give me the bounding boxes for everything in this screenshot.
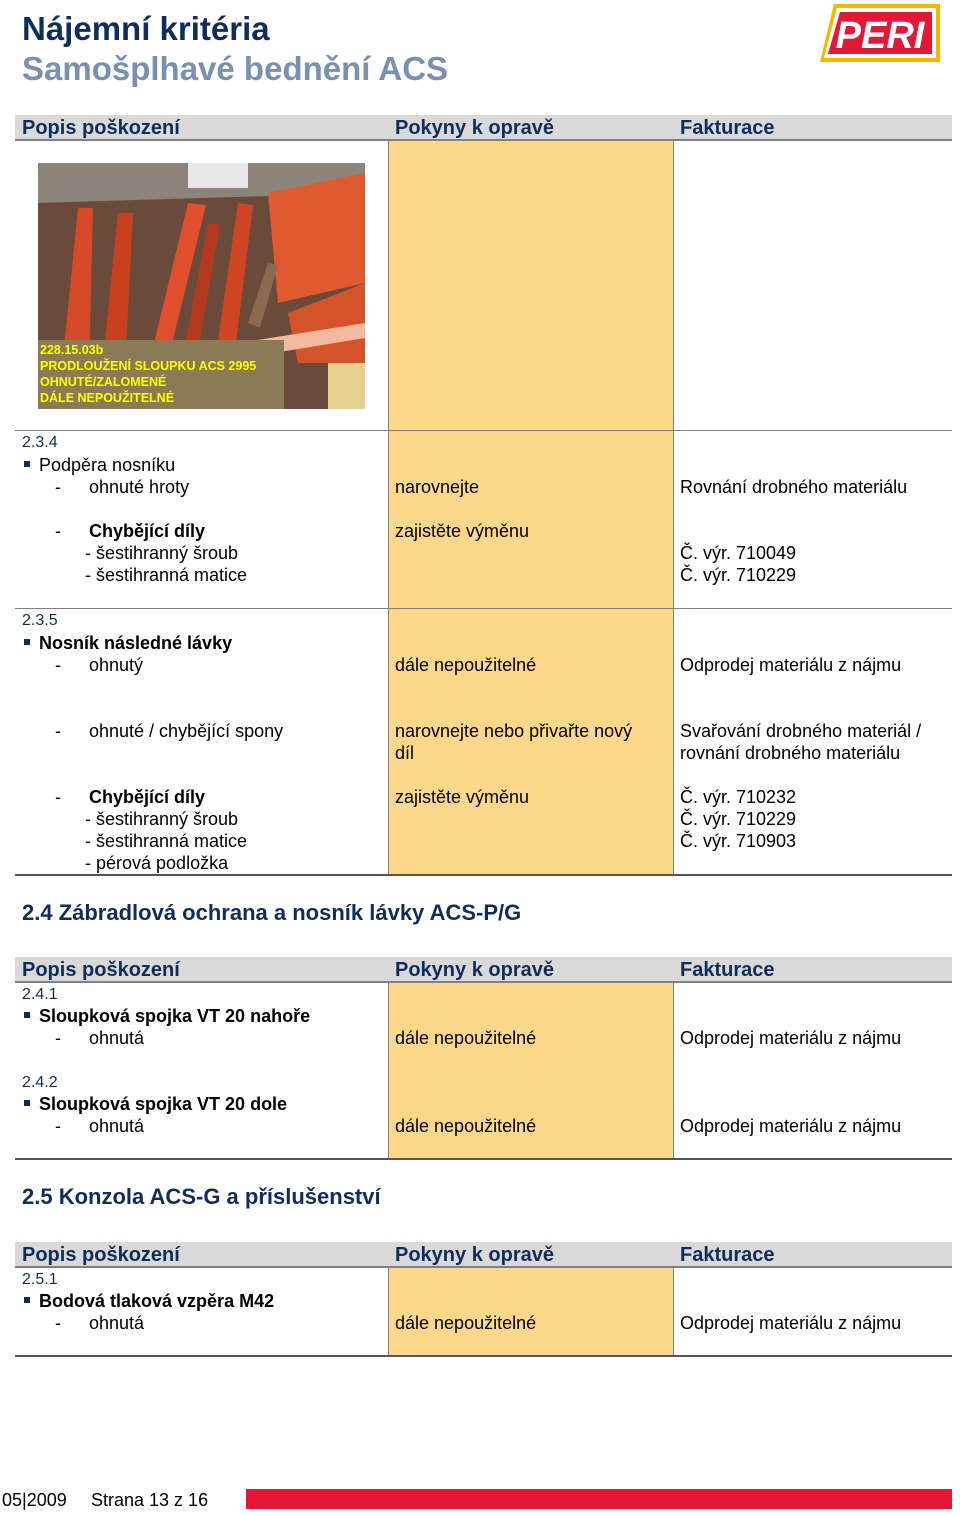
billing-note: Odprodej materiálu z nájmu — [680, 1116, 902, 1136]
column-divider — [673, 1268, 674, 1356]
billing-note: Odprodej materiálu z nájmu — [680, 1028, 902, 1048]
page-subtitle: Samošplhavé bednění ACS — [22, 50, 449, 87]
peri-logo — [816, 2, 944, 70]
item-name: Nosník následné lávky — [39, 633, 233, 653]
page-title: Nájemní kritéria — [22, 10, 270, 47]
dash: - — [55, 1028, 61, 1048]
billing-note: Odprodej materiálu z nájmu — [680, 1313, 902, 1333]
table-header — [15, 957, 952, 983]
footer-page-number: Strana 13 z 16 — [91, 1490, 209, 1510]
repair-instruction: díl — [395, 743, 415, 763]
repair-instruction: narovnejte — [395, 477, 480, 497]
sub-part: - šestihranný šroub — [85, 809, 239, 829]
col-header-damage: Popis poškození — [22, 1244, 180, 1266]
part-number: Č. výr. 710232 — [680, 787, 797, 807]
column-divider — [673, 141, 674, 875]
dash: - — [55, 787, 61, 807]
item-number: 2.5.1 — [22, 1271, 58, 1288]
repair-instruction: dále nepoužitelné — [395, 1313, 537, 1333]
section-title: 2.5 Konzola ACS-G a příslušenství — [22, 1184, 381, 1209]
table-bottom-border — [15, 1158, 952, 1160]
damage-desc: Chybějící díly — [89, 521, 206, 541]
table-bottom-border — [15, 1355, 952, 1357]
repair-instruction: narovnejte nebo přivařte nový — [395, 721, 633, 741]
footer-accent-bar — [246, 1489, 952, 1509]
damage-desc: ohnutá — [89, 1313, 145, 1333]
damage-desc: Chybějící díly — [89, 787, 206, 807]
damage-desc: ohnutá — [89, 1116, 145, 1136]
billing-note: Odprodej materiálu z nájmu — [680, 655, 902, 675]
bullet-icon — [24, 1012, 30, 1018]
part-number: Č. výr. 710229 — [680, 565, 797, 585]
table-header — [15, 1242, 952, 1268]
col-header-billing: Fakturace — [680, 1244, 775, 1266]
column-divider — [673, 983, 674, 1159]
damage-desc: ohnutá — [89, 1028, 145, 1048]
sub-part: - šestihranná matice — [85, 831, 248, 851]
instructions-column-bg — [389, 141, 673, 875]
part-number: Č. výr. 710903 — [680, 831, 797, 851]
item-number: 2.4.1 — [22, 986, 58, 1003]
sub-part: - pérová podložka — [85, 853, 229, 873]
item-name: Podpěra nosníku — [39, 455, 176, 475]
dash: - — [55, 1313, 61, 1333]
col-header-damage: Popis poškození — [22, 117, 180, 139]
col-header-repair: Pokyny k opravě — [395, 117, 554, 139]
row-divider — [15, 608, 952, 609]
bullet-icon — [24, 461, 30, 467]
item-number: 2.3.4 — [22, 434, 58, 451]
billing-note: Rovnání drobného materiálu — [680, 477, 908, 497]
billing-note: Svařování drobného materiál / — [680, 721, 922, 741]
damage-desc: ohnutý — [89, 655, 144, 675]
sub-part: - šestihranný šroub — [85, 543, 239, 563]
section-title: 2.4 Zábradlová ochrana a nosník lávky ACS-P/G — [22, 900, 522, 925]
row-divider — [15, 430, 952, 431]
item-number: 2.3.5 — [22, 612, 58, 629]
dash: - — [55, 521, 61, 541]
damage-desc: ohnuté hroty — [89, 477, 190, 497]
repair-instruction: dále nepoužitelné — [395, 1028, 537, 1048]
column-divider — [388, 141, 389, 875]
bullet-icon — [24, 1297, 30, 1303]
col-header-damage: Popis poškození — [22, 959, 180, 981]
dash: - — [55, 655, 61, 675]
svg-text:PERI: PERI — [835, 15, 925, 57]
part-number: Č. výr. 710229 — [680, 809, 797, 829]
repair-instruction: zajistěte výměnu — [395, 787, 530, 807]
bullet-icon — [24, 639, 30, 645]
photo-caption — [38, 340, 284, 409]
item-number: 2.4.2 — [22, 1074, 58, 1091]
item-name: Sloupková spojka VT 20 nahoře — [39, 1006, 311, 1026]
repair-instruction: dále nepoužitelné — [395, 655, 537, 675]
billing-note: rovnání drobného materiálu — [680, 743, 901, 763]
col-header-billing: Fakturace — [680, 959, 775, 981]
col-header-repair: Pokyny k opravě — [395, 959, 554, 981]
column-divider — [388, 1268, 389, 1356]
table-header — [15, 115, 952, 141]
footer-date: 05|2009 — [2, 1490, 67, 1510]
dash: - — [55, 477, 61, 497]
item-name: Bodová tlaková vzpěra M42 — [39, 1291, 275, 1311]
caption-line: DÁLE NEPOUŽITELNÉ — [40, 391, 175, 405]
damage-desc: ohnuté / chybějící spony — [89, 721, 284, 741]
repair-instruction: dále nepoužitelné — [395, 1116, 537, 1136]
part-number: Č. výr. 710049 — [680, 543, 797, 563]
column-divider — [388, 983, 389, 1159]
bullet-icon — [24, 1100, 30, 1106]
dash: - — [55, 1116, 61, 1136]
caption-line: OHNUTÉ/ZALOMENÉ — [40, 375, 167, 389]
dash: - — [55, 721, 61, 741]
table-bottom-border — [15, 874, 952, 876]
col-header-repair: Pokyny k opravě — [395, 1244, 554, 1266]
item-name: Sloupková spojka VT 20 dole — [39, 1094, 288, 1114]
col-header-billing: Fakturace — [680, 117, 775, 139]
caption-line: PRODLOUŽENÍ SLOUPKU ACS 2995 — [40, 359, 257, 373]
sub-part: - šestihranná matice — [85, 565, 248, 585]
repair-instruction: zajistěte výměnu — [395, 521, 530, 541]
caption-line: 228.15.03b — [40, 343, 104, 357]
